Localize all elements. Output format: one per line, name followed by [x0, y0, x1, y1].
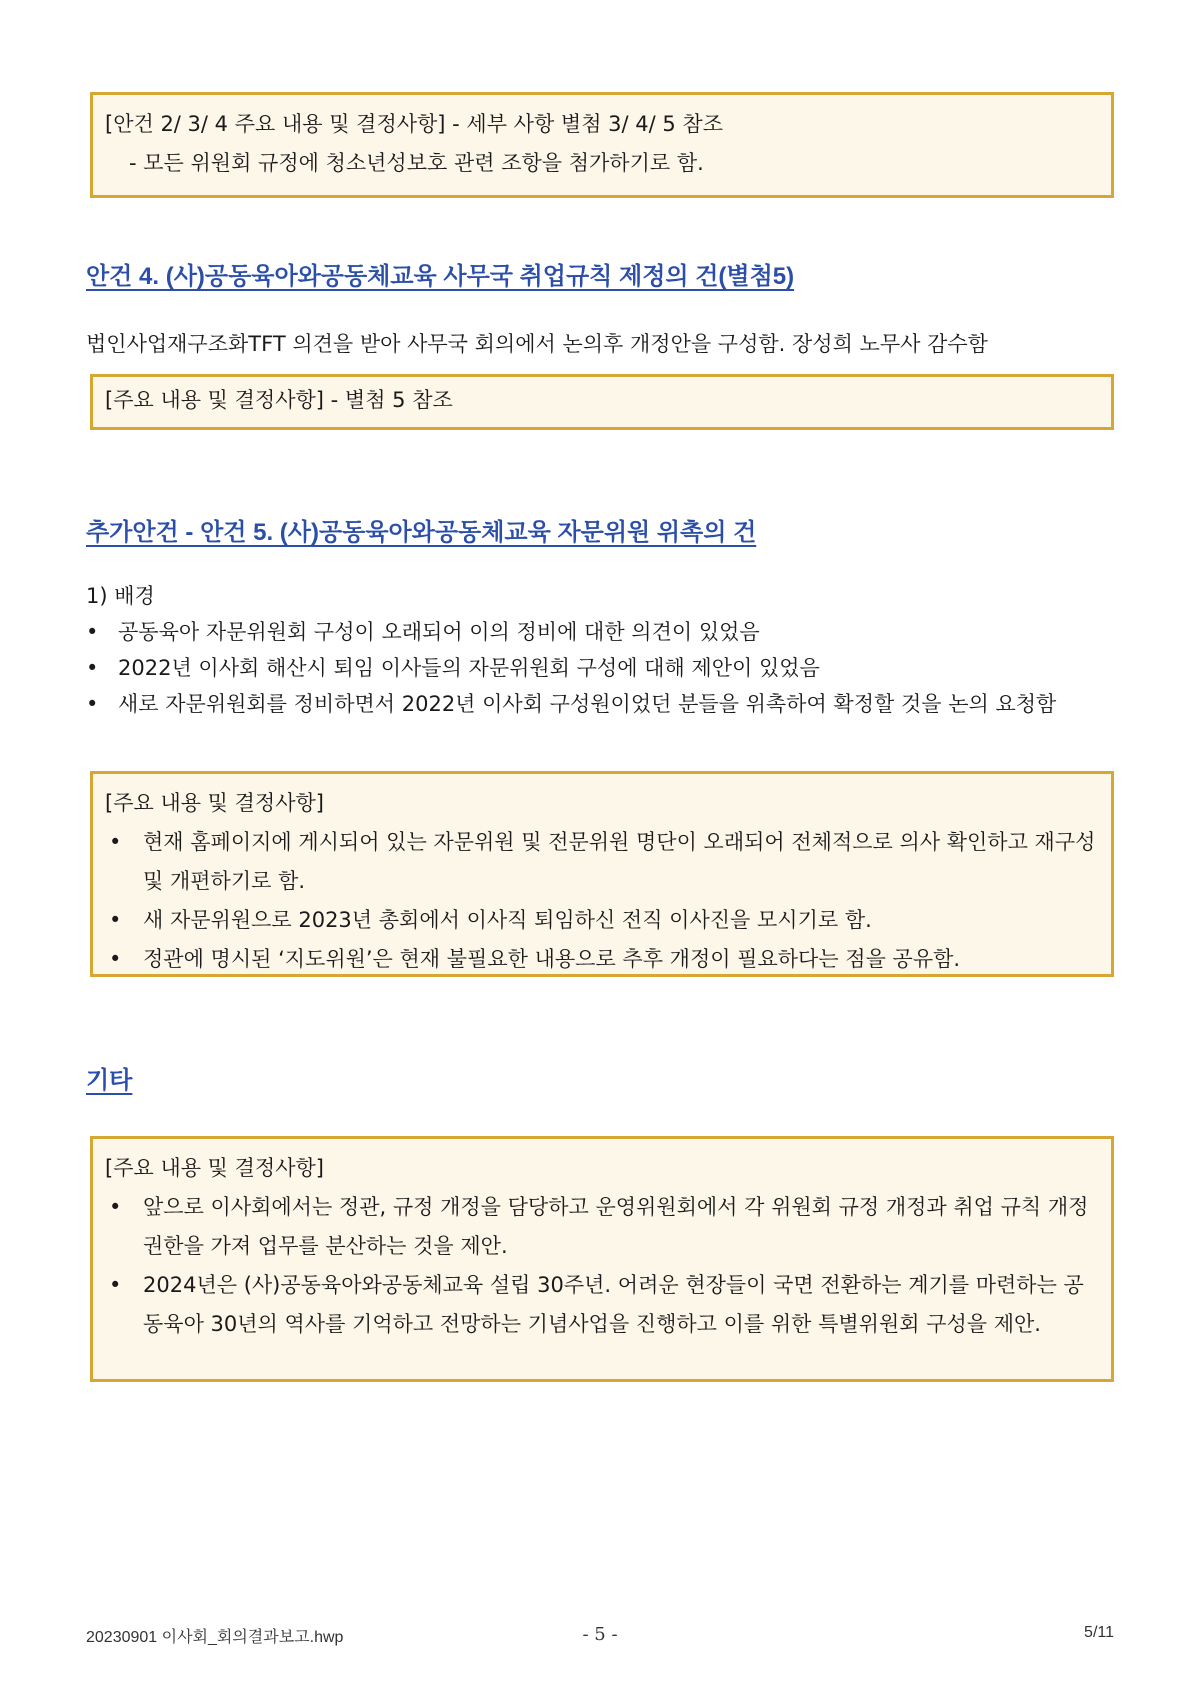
list-item: • 새로 자문위원회를 정비하면서 2022년 이사회 구성원이었던 분들을 위촉하여 확정할 것을 논의 요청함: [86, 686, 1120, 722]
decision-box-note: - 모든 위원회 규정에 청소년성보호 관련 조항을 첨가하기로 함.: [129, 151, 704, 175]
bullet-icon: •: [86, 692, 99, 716]
decision-box-agenda-4: [90, 374, 1114, 430]
list-item: • 정관에 명시된 ‘지도위원’은 현재 불필요한 내용으로 추후 개정이 필요하다는 점을 공유함.: [105, 940, 1099, 979]
decision-box-title: [주요 내용 및 결정사항]: [105, 791, 324, 815]
bullet-icon: •: [109, 947, 122, 971]
footer-page-count: 5/11: [1084, 1624, 1114, 1641]
bullet-icon: •: [86, 620, 99, 644]
section-heading-agenda-4: 안건 4. (사)공동육아와공동체교육 사무국 취업규칙 제정의 건(별첨5): [86, 263, 795, 290]
decision-box-agenda-2-3-4: [90, 92, 1114, 198]
section-4-body: 법인사업재구조화TFT 의견을 받아 사무국 회의에서 논의후 개정안을 구성함. 장성희 노무사 감수함: [86, 332, 988, 356]
bullet-icon: •: [109, 1273, 122, 1297]
list-item: • 2024년은 (사)공동육아와공동체교육 설립 30주년. 어려운 현장들이 국면 전환하는 계기를 마련하는 공동육아 30년의 역사를 기억하고 전망하는 기념사업을 진행하고 이를 위한 특별위원회 구성을 제안.: [105, 1266, 1099, 1344]
footer-filename: 20230901 이사회_회의결과보고.hwp: [86, 1629, 344, 1646]
background-list: [86, 578, 1120, 722]
decision-box-agenda-5: [90, 771, 1114, 977]
list-item: • 앞으로 이사회에서는 정관, 규정 개정을 담당하고 운영위원회에서 각 위원회 규정 개정과 취업 규칙 개정 권한을 가져 업무를 분산하는 것을 제안.: [105, 1188, 1099, 1266]
decision-box-title: [주요 내용 및 결정사항] - 별첨 5 참조: [105, 388, 453, 412]
section-heading-agenda-5: 추가안건 - 안건 5. (사)공동육아와공동체교육 자문위원 위촉의 건: [86, 519, 757, 546]
background-label: 1) 배경: [86, 584, 155, 608]
list-item: • 2022년 이사회 해산시 퇴임 이사들의 자문위원회 구성에 대해 제안이 있었음: [86, 650, 1120, 686]
decision-box-title: [주요 내용 및 결정사항]: [105, 1156, 324, 1180]
list-item: • 현재 홈페이지에 게시되어 있는 자문위원 및 전문위원 명단이 오래되어 전체적으로 의사 확인하고 재구성 및 개편하기로 함.: [105, 823, 1099, 901]
bullet-icon: •: [109, 1195, 122, 1219]
decision-box-title: [안건 2/ 3/ 4 주요 내용 및 결정사항] - 세부 사항 별첨 3/ 4/ 5 참조: [105, 112, 723, 136]
section-heading-other: 기타: [86, 1067, 133, 1094]
decision-box-other: [90, 1136, 1114, 1382]
list-item: • 공동육아 자문위원회 구성이 오래되어 이의 정비에 대한 의견이 있었음: [86, 614, 1120, 650]
bullet-icon: •: [109, 830, 122, 854]
bullet-icon: •: [109, 908, 122, 932]
bullet-icon: •: [86, 656, 99, 680]
list-item: • 새 자문위원으로 2023년 총회에서 이사직 퇴임하신 전직 이사진을 모시기로 함.: [105, 901, 1099, 940]
footer-page-number: - 5 -: [582, 1624, 618, 1645]
